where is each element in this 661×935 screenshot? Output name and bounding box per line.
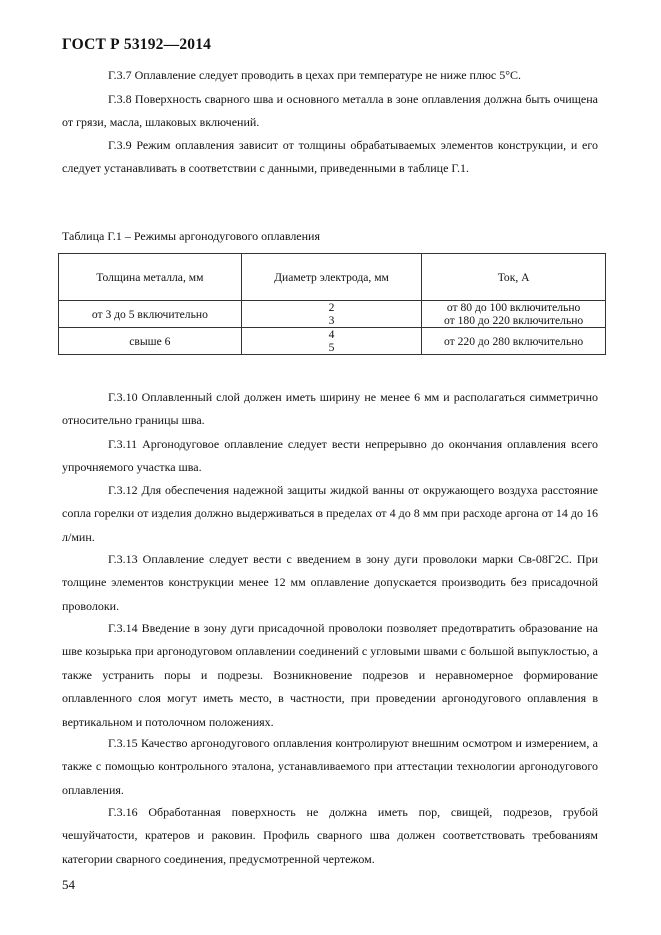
table-row: [59, 301, 606, 328]
page-number: 54: [62, 877, 75, 892]
paragraph-g3-11: Г.3.11 Аргонодуговое оплавление следует вести непрерывно до окончания оплавления всего упрочняемого участка шва.: [62, 437, 598, 475]
paragraph-g3-10: Г.3.10 Оплавленный слой должен иметь ширину не менее 6 мм и располагаться симметрично относительно границы шва.: [62, 390, 598, 428]
current-value: от 220 до 280 включительно: [444, 334, 584, 348]
diameter-value: 3: [328, 314, 335, 327]
paragraph-g3-15: Г.3.15 Качество аргонодугового оплавления контролируют внешним осмотром и измерением, а также с помощью контрольного эталона, устанавливаемого при аттестации технологии аргонодугового оплавления.: [62, 736, 598, 797]
header-thickness: Толщина металла, мм: [59, 254, 242, 301]
current-value: от 180 до 220 включительно: [444, 314, 584, 327]
regimes-table: [58, 253, 606, 355]
cell-currents: [422, 328, 606, 355]
paragraph-g3-9: Г.3.9 Режим оплавления зависит от толщины обрабатываемых элементов конструкции, и его следует устанавливать в соответствии с данными, приведенными в таблице Г.1.: [62, 138, 598, 176]
paragraph-g3-8: Г.3.8 Поверхность сварного шва и основного металла в зоне оплавления должна быть очищена от грязи, масла, шлаковых включений.: [62, 92, 598, 130]
diameter-value: 2: [328, 301, 335, 314]
diameter-value: 4: [328, 328, 335, 341]
current-value: от 80 до 100 включительно: [446, 301, 581, 314]
cell-diameters: [241, 301, 422, 328]
table-caption: Таблица Г.1 – Режимы аргонодугового оплавления: [62, 229, 320, 243]
cell-thickness: от 3 до 5 включительно: [59, 301, 242, 328]
paragraph-g3-7: Г.3.7 Оплавление следует проводить в цехах при температуре не ниже плюс 5°С.: [108, 68, 522, 82]
paragraph-g3-13: Г.3.13 Оплавление следует вести с введением в зону дуги проволоки марки Св-08Г2С. При толщине элементов конструкции менее 12 мм оплавление допускается производить без присадочной проволоки.: [62, 552, 598, 613]
diameter-value: 5: [328, 341, 335, 354]
table-header-row: [59, 254, 606, 301]
table-row: [59, 328, 606, 355]
paragraph-g3-12: Г.3.12 Для обеспечения надежной защиты жидкой ванны от окружающего воздуха расстояние сопла горелки от изделия должно выдерживаться в пределах от 4 до 8 мм при расходе аргона от 14 до 16 л/мин.: [62, 483, 598, 544]
document-header: ГОСТ Р 53192—2014: [62, 36, 212, 53]
header-current: Ток, А: [422, 254, 606, 301]
header-diameter: Диаметр электрода, мм: [241, 254, 422, 301]
cell-currents: [422, 301, 606, 328]
cell-thickness: свыше 6: [59, 328, 242, 355]
paragraph-g3-14: Г.3.14 Введение в зону дуги присадочной проволоки позволяет предотвратить образование на шве козырька при аргонодуговом оплавлении соединений с угловыми швами с большой выпуклостью, а также устранить поры и подрезы. Возникновение подрезов и неравномерное формирование оплавленного слоя могут иметь место, в частности, при проведении аргонодугового оплавления в вертикальном и потолочном положениях.: [62, 621, 598, 729]
cell-diameters: [241, 328, 422, 355]
paragraph-g3-16: Г.3.16 Обработанная поверхность не должна иметь пор, свищей, подрезов, грубой чешуйчатости, кратеров и раковин. Профиль сварного шва должен соответствовать требованиям категории сварного соединения, предусмотренной чертежом.: [62, 805, 598, 866]
